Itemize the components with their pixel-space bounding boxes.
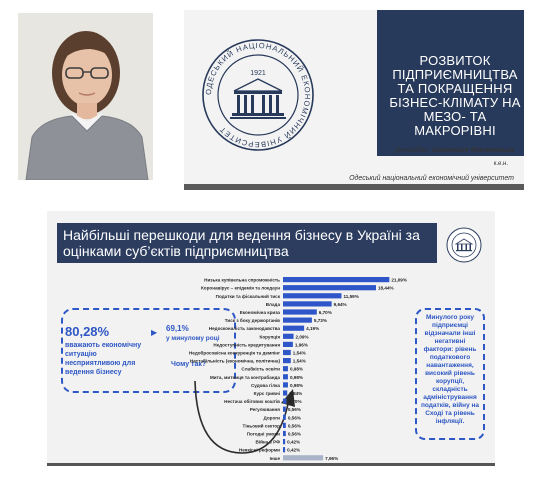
- bar-value-label: 0,56%: [287, 431, 301, 437]
- bar-value-label: 0,84%: [289, 391, 303, 396]
- bar-value-label: 9,64%: [333, 301, 347, 307]
- bar-category-label: Інше: [269, 455, 280, 461]
- bar-value-label: 0,56%: [287, 407, 301, 413]
- bar-category-label: Низька купівельна спроможність: [204, 277, 280, 283]
- bar-category-label: Економічна криза: [239, 310, 280, 315]
- stat-previous-percent: 69,1%: [166, 324, 189, 333]
- bar: [283, 366, 288, 371]
- bar: [283, 431, 286, 436]
- bar-category-label: Податки та фіскальний тиск: [215, 293, 280, 299]
- bar-value-label: 0,70%: [288, 399, 302, 405]
- stat-question: Чому так?: [171, 361, 207, 368]
- bar-category-label: Судова гілка: [250, 382, 280, 388]
- bar-category-label: Коронавірус – епідемія та локдаун: [201, 285, 280, 291]
- bar: [283, 439, 285, 444]
- note-box: Минулого року підприємці відзначали інші негативні фактори: рівень податкового навантаження, високий рівень корупції, складність адміністрування податків, війну на Сході та рівень інфляції.: [415, 308, 485, 440]
- bar: [283, 301, 332, 306]
- bar-category-label: Тиск з боку держорганів: [224, 318, 280, 324]
- bar: [283, 423, 286, 428]
- bar-value-label: 21,09%: [391, 277, 407, 283]
- stat-description: вважають економічну ситуацію несприятливою для ведення бізнесу: [65, 342, 142, 376]
- slide-title: РОЗВИТОК ПІДПРИЄМНИЦТВА ТА ПОКРАЩЕННЯ БІЗНЕС-КЛІМАТУ НА МЕЗО- ТА МАКРОРІВНІ: [389, 53, 521, 138]
- seal-text: ОДЕСЬКИЙ НАЦІОНАЛЬНИЙ ЕКОНОМІЧНИЙ УНІВЕРСИТЕТ: [203, 40, 313, 150]
- bar: [283, 309, 317, 314]
- arrow-right-icon: ▶: [151, 328, 158, 337]
- bar-value-label: 1,96%: [294, 342, 308, 348]
- bar: [283, 293, 341, 298]
- bar-category-label: Нестача обігових коштів: [224, 399, 280, 405]
- speaker-name: Анастасія Фіалковська: [431, 147, 514, 154]
- bar: [283, 334, 294, 339]
- bar: [283, 277, 389, 282]
- stat-percent: 80,28%: [65, 324, 110, 339]
- bar-category-label: Тіньовий сектор: [242, 423, 280, 429]
- seal-year: 1921: [250, 70, 266, 77]
- bar-value-label: 0,42%: [287, 439, 301, 445]
- bar-value-label: 2,09%: [295, 334, 309, 340]
- bar-value-label: 0,98%: [289, 374, 303, 380]
- bar-category-label: Погодні умови: [246, 431, 280, 437]
- bar-value-label: 5,73%: [313, 318, 327, 324]
- bar-value-label: 18,44%: [378, 285, 394, 291]
- bar: [283, 326, 304, 331]
- bar-value-label: 1,54%: [292, 358, 306, 364]
- speaker-photo: [18, 13, 153, 180]
- bar-chart: [177, 271, 417, 466]
- university-logo-icon: [446, 227, 482, 263]
- bar-category-label: Недосконалість законодавства: [208, 326, 280, 332]
- speaker-university: Одеський національний економічний університет: [349, 175, 514, 182]
- chart-slide-bottom-bar: [47, 463, 495, 466]
- slide-bottom-bar: [184, 184, 524, 190]
- bar-category-label: Регулювання: [249, 407, 280, 413]
- bar-value-label: 0,42%: [287, 447, 301, 453]
- bar-category-label: Війна з РФ: [255, 439, 280, 445]
- bar: [283, 374, 288, 379]
- university-seal-icon: [200, 37, 316, 153]
- bar-category-label: Дороги: [263, 415, 280, 421]
- bar: [283, 350, 291, 355]
- bar: [283, 358, 291, 363]
- speaker-degree: к.е.н.: [493, 161, 508, 167]
- bar-category-label: Неякісні реформи: [238, 447, 280, 453]
- bar: [283, 390, 287, 395]
- bar-category-label: Влада: [265, 301, 280, 307]
- bar-value-label: 4,19%: [306, 326, 320, 332]
- bar-category-label: Корупція: [259, 334, 280, 340]
- bar: [283, 447, 285, 452]
- bar: [283, 285, 376, 290]
- bar-value-label: 7,96%: [325, 455, 339, 461]
- bar-value-label: 0,98%: [289, 366, 303, 372]
- bar-category-label: Слабкість освіти: [241, 366, 280, 372]
- bar-value-label: 1,54%: [292, 350, 306, 356]
- bar-value-label: 11,59%: [343, 293, 359, 299]
- bar-category-label: Нестабільність (економічна, політична): [189, 358, 280, 364]
- bar-category-label: Мита, митниця та контрабанда: [209, 374, 280, 380]
- chart-slide-title: Найбільші перешкоди для ведення бізнесу в Україні за оцінками суб’єктів підприємництва: [57, 223, 437, 263]
- bar: [283, 455, 323, 460]
- svg-text:ОДЕСЬКИЙ НАЦІОНАЛЬНИЙ ЕКОНОМІЧ: [204, 41, 312, 149]
- chart-slide: [47, 211, 495, 466]
- bar-value-label: 0,56%: [287, 415, 301, 421]
- bar-value-label: 6,70%: [318, 310, 332, 315]
- bar: [283, 318, 312, 323]
- bar: [283, 415, 286, 420]
- bar: [283, 399, 287, 404]
- bar-category-label: Недоступність кредитування: [213, 342, 280, 348]
- bar: [283, 382, 288, 387]
- stat-previous-description: у минулому році: [166, 335, 220, 342]
- bar-category-label: Курс гривні: [253, 391, 280, 396]
- bar-value-label: 0,56%: [287, 423, 301, 429]
- speaker-line: [395, 147, 514, 154]
- speaker-label: Доповідач:: [395, 147, 430, 154]
- bar: [283, 342, 293, 347]
- bar-value-label: 0,98%: [289, 382, 303, 388]
- bar-category-label: Недобросовісна конкуренція та демпінг: [188, 350, 280, 356]
- bar: [283, 407, 286, 412]
